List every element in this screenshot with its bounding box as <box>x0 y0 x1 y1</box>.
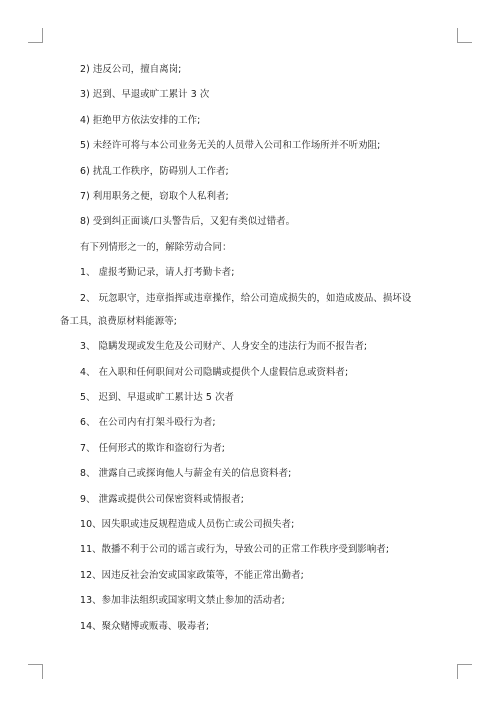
text-line: 9、 泄露或提供公司保密资料或情报者; <box>80 493 245 505</box>
text-line: 7) 利用职务之便，窃取个人私利者; <box>80 190 229 202</box>
document-body <box>60 63 455 645</box>
text-line: 8、 泄露自己或探询他人与薪金有关的信息资料者; <box>80 468 292 480</box>
crop-mark-bottom-left <box>28 664 43 679</box>
text-line: 8) 受到纠正面谈/口头警告后，又犯有类似过错者。 <box>80 216 296 228</box>
text-line: 7、 任何形式的欺诈和盗窃行为者; <box>80 442 226 454</box>
text-line: 有下列情形之一的，解除劳动合同： <box>80 241 232 253</box>
text-line: 6) 扰乱工作秩序，防碍别人工作者; <box>80 165 229 177</box>
text-line: 4) 拒绝甲方依法安排的工作; <box>80 114 201 126</box>
text-line: 14、聚众赌博或贩毒、吸毒者; <box>80 620 210 632</box>
text-line: 13、参加非法组织或国家明文禁止参加的活动者; <box>80 595 285 607</box>
text-line: 3) 迟到、早退或旷工累计 3 次 <box>80 89 210 101</box>
text-line: 5、 迟到、早退或旷工累计达 5 次者 <box>80 392 235 404</box>
crop-mark-top-left <box>28 28 43 43</box>
text-line: 4、 在入职和任何职间对公司隐瞒或提供个人虚假信息或资料者; <box>80 366 349 378</box>
text-line: 11、散播不利于公司的谣言或行为，导致公司的正常工作秩序受到影响者; <box>80 544 390 556</box>
text-line: 12、因违反社会治安或国家政策等，不能正常出勤者; <box>80 569 304 581</box>
text-line: 备工具，浪费原材料能源等; <box>60 315 177 327</box>
text-line: 10、因失职或违反规程造成人员伤亡或公司损失者; <box>80 519 295 531</box>
text-line: 2) 违反公司，擅自离岗; <box>80 64 182 75</box>
crop-mark-bottom-right <box>457 664 472 679</box>
text-line: 2、 玩忽职守，违章指挥或违章操作，给公司造成损失的，如造成废品、损坏设 <box>80 292 412 304</box>
text-line: 6、 在公司内有打架斗殴行为者; <box>80 417 216 429</box>
text-line: 3、 隐瞒发现或发生危及公司财产、人身安全的违法行为而不报告者; <box>80 341 368 353</box>
text-line: 5) 未经许可将与本公司业务无关的人员带入公司和工作场所并不听劝阻; <box>80 140 381 152</box>
text-line: 1、 虚报考勤记录，请人打考勤卡者; <box>80 267 235 279</box>
crop-mark-top-right <box>457 28 472 43</box>
